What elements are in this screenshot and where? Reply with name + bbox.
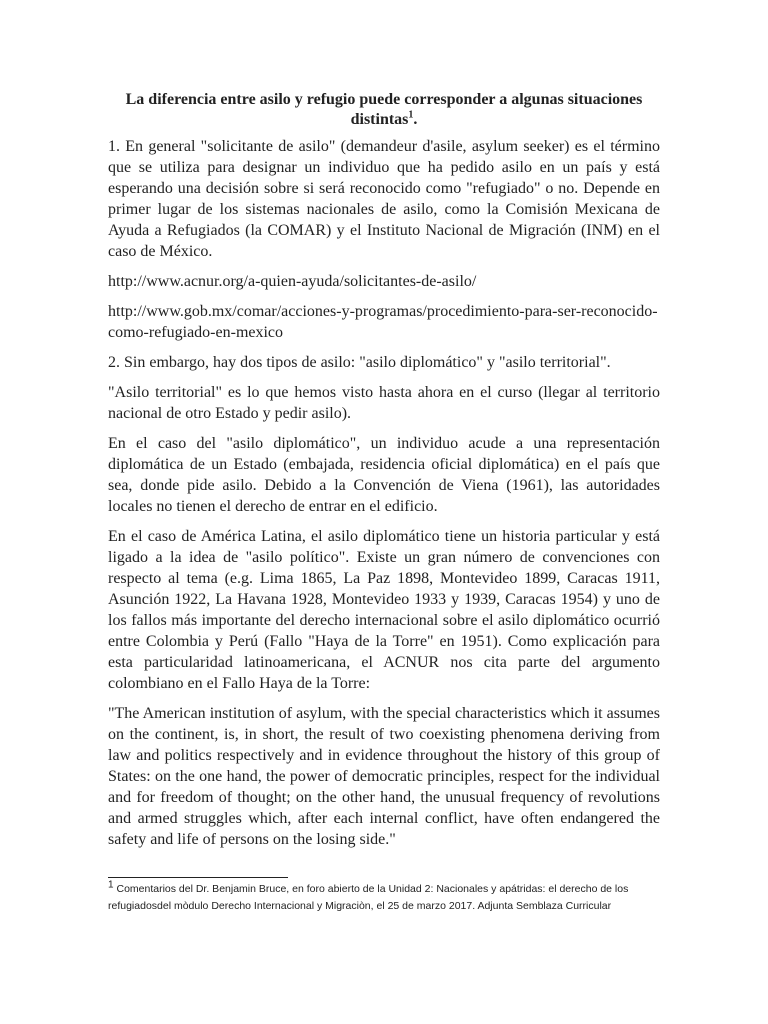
- link-acnur[interactable]: http://www.acnur.org/a-quien-ayuda/solicitantes-de-asilo/: [108, 273, 477, 290]
- paragraph-asilo-territorial: "Asilo territorial" es lo que hemos visto hasta ahora en el curso (llegar al territorio nacional de otro Estado y pedir asilo).: [108, 384, 660, 422]
- title-footnote-ref[interactable]: 1: [408, 109, 414, 121]
- document-body: [108, 90, 660, 859]
- title-text: La diferencia entre asilo y refugio puede corresponder a algunas situaciones distintas: [125, 91, 643, 128]
- title-suffix: .: [413, 111, 418, 128]
- footnote-text: Comentarios del Dr. Benjamin Bruce, en foro abierto de la Unidad 2: Nacionales y apátridas: el derecho de los refugiadosdel mòdulo Derecho Internacional y Migraciòn, el 25 de marzo 2017. Adjunta Semblaza Curricular: [108, 883, 629, 912]
- footnote: [108, 881, 660, 915]
- paragraph-quote: "The American institution of asylum, with the special characteristics which it assumes on the continent, is, in short, the result of two coexisting phenomena deriving from law and politics respectively and in evidence throughout the history of this group of States: on the one hand, the power of democratic principles, respect for the individual and for freedom of thought; on the other hand, the unusual frequency of revolutions and armed struggles which, after each internal conflict, have often endangered the safety and life of persons on the losing side.": [108, 705, 660, 848]
- paragraph-america-latina: En el caso de América Latina, el asilo diplomático tiene un historia particular y está ligado a la idea de "asilo político". Existe un gran número de convenciones con respecto al tema (e.g. Lima 1865, La Paz 1898, Montevideo 1899, Caracas 1911, Asunción 1922, La Havana 1928, Montevideo 1933 y 1939, Caracas 1954) y uno de los fallos más importante del derecho internacional sobre el asilo diplomático ocurrió entre Colombia y Perú (Fallo "Haya de la Torre" en 1951). Como explicación para esta particularidad latinoamericana, el ACNUR nos cita parte del argumento colombiano en el Fallo Haya de la Torre:: [108, 528, 660, 692]
- link-comar[interactable]: http://www.gob.mx/comar/acciones-y-programas/procedimiento-para-ser-reconocido-como-refugiado-en-mexico: [108, 303, 658, 341]
- paragraph-tipos-asilo: 2. Sin embargo, hay dos tipos de asilo: "asilo diplomático" y "asilo territorial".: [108, 354, 611, 371]
- footnote-separator: [108, 877, 288, 878]
- paragraph-solicitante: 1. En general "solicitante de asilo" (demandeur d'asile, asylum seeker) es el término que se utiliza para designar un individuo que ha pedido asilo en un país y está esperando una decisión sobre si será reconocido como "refugiado" o no. Depende en primer lugar de los sistemas nacionales de asilo, como la Comisión Mexicana de Ayuda a Refugiados (la COMAR) y el Instituto Nacional de Migración (INM) en el caso de México.: [108, 138, 660, 260]
- footnote-ref: 1: [108, 879, 114, 891]
- paragraph-asilo-diplomatico: En el caso del "asilo diplomático", un individuo acude a una representación diplomática de un Estado (embajada, residencia oficial diplomática) en el país que sea, donde pide asilo. Debido a la Convención de Viena (1961), las autoridades locales no tienen el derecho de entrar en el edificio.: [108, 435, 660, 515]
- document-title: [108, 90, 660, 130]
